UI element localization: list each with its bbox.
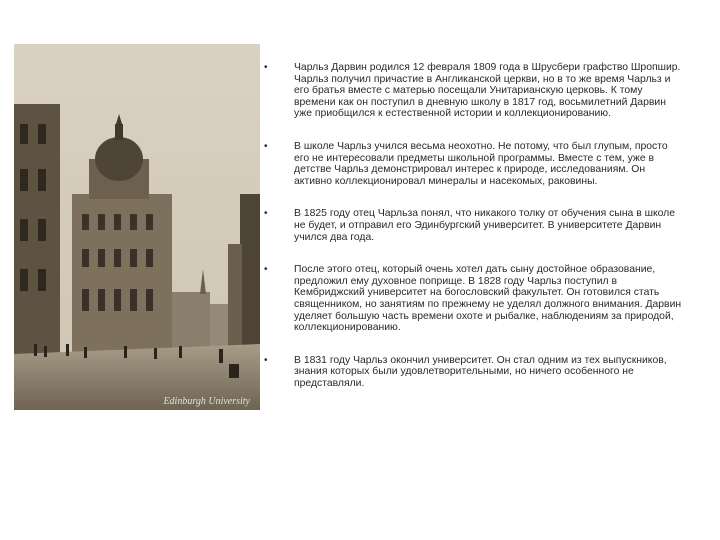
bullet-marker: • [264, 208, 268, 220]
bullet-marker: • [264, 62, 268, 73]
street-scene-illustration [14, 44, 260, 410]
photo-caption: Edinburgh University [163, 396, 250, 407]
list-item [262, 141, 682, 187]
list-item [262, 264, 682, 334]
list-item [262, 62, 682, 120]
bullet-text: В школе Чарльз учился весьма неохотно. Не потому, что был глупым, просто его не интересовали предметы школьной программы. Вместе с тем, уже в детстве Чарльз демонстрировал интерес к природе, исследованиям. Он активно коллекционировал минералы и насекомых, раковины. [294, 140, 668, 187]
list-item [262, 355, 682, 390]
bullet-marker: • [264, 354, 268, 366]
bullet-text: После этого отец, который очень хотел дать сыну достойное образование, предложил ему духовное поприще. В 1828 году Чарльз поступил в Кембриджский университет на богословский факультет. Он готовился стать священником, но занятиям по прежнему не уделял должного внимания. Дарвин уделяет большую часть времени охоте и рыбалке, наблюдениям за природой, коллекционированию. [294, 264, 682, 334]
bullet-text: В 1831 году Чарльз окончил университет. Он стал одним из тех выпускников, знания которых были удовлетворительными, но ничего особенного не представляли. [294, 354, 667, 389]
bullet-text: Чарльз Дарвин родился 12 февраля 1809 года в Шрусбери графство Шропшир. Чарльз получил причастие в Англиканской церкви, но в то же время Чарльз и его братья вместе с матерью посещали Унитарианскую церковь. К тому времени как он поступил в дневную школу в 1817 год, восьмилетний Дарвин уже приобщился к естественной истории и коллекционированию. [294, 62, 681, 120]
list-item [262, 208, 682, 243]
bullet-text: В 1825 году отец Чарльза понял, что никакого толку от обучения сына в школе не будет, и отправил его Эдинбургский университет. В университете Дарвин учился два года. [294, 208, 676, 243]
biography-bullet-list [262, 62, 682, 389]
bullet-marker: • [264, 264, 268, 276]
bullet-marker: • [264, 140, 268, 152]
edinburgh-university-photo [14, 44, 260, 410]
